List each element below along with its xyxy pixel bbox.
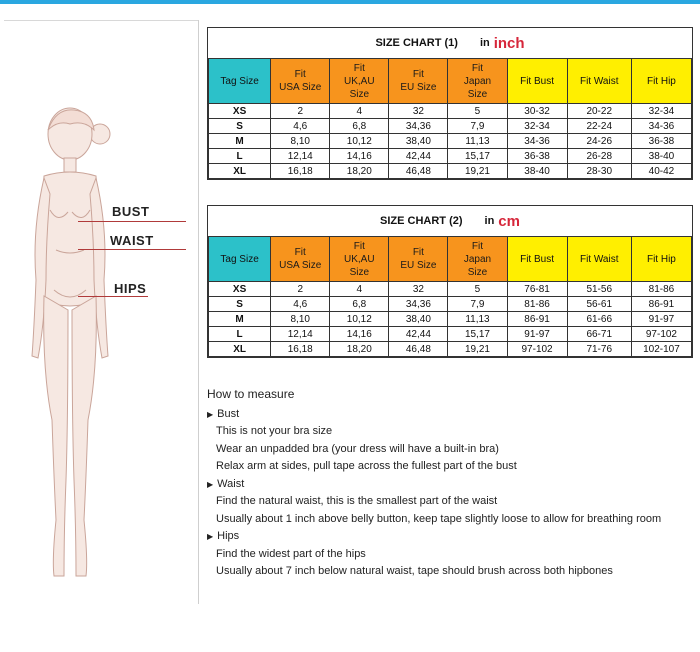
table-row bbox=[209, 119, 692, 134]
header-fit-waist: Fit Waist bbox=[567, 237, 631, 282]
cell-hip: 32-34 bbox=[631, 104, 691, 119]
header-uk-size bbox=[330, 59, 389, 104]
bullet-triangle-icon: ▶ bbox=[207, 409, 214, 419]
cell-japan: 7,9 bbox=[448, 119, 507, 134]
table-row bbox=[209, 164, 692, 179]
section-title: Waist bbox=[217, 477, 245, 490]
body-figure-illustration bbox=[6, 90, 196, 600]
waist-indicator-line bbox=[78, 249, 186, 250]
cell-japan: 11,13 bbox=[448, 134, 507, 149]
cell-waist: 28-30 bbox=[567, 164, 631, 179]
cell-hip: 97-102 bbox=[631, 327, 691, 342]
table-row bbox=[209, 134, 692, 149]
cell-usa: 2 bbox=[271, 104, 330, 119]
chart-unit-prefix: in bbox=[479, 37, 490, 49]
cell-tag-size: S bbox=[209, 297, 271, 312]
cell-waist: 51-56 bbox=[567, 282, 631, 297]
header-fit-waist: Fit Waist bbox=[567, 59, 631, 104]
header-line: Japan bbox=[463, 253, 492, 265]
cell-eu: 38,40 bbox=[389, 134, 448, 149]
table-row bbox=[209, 104, 692, 119]
size-table bbox=[208, 58, 692, 179]
cell-eu: 46,48 bbox=[389, 342, 448, 357]
cell-usa: 12,14 bbox=[271, 327, 330, 342]
cell-uk: 14,16 bbox=[330, 327, 389, 342]
cell-hip: 40-42 bbox=[631, 164, 691, 179]
cell-uk: 6,8 bbox=[330, 297, 389, 312]
header-tag-size: Tag Size bbox=[209, 237, 271, 282]
cell-hip: 34-36 bbox=[631, 119, 691, 134]
header-line: Fit bbox=[471, 240, 484, 252]
cell-hip: 91-97 bbox=[631, 312, 691, 327]
cell-tag-size: XS bbox=[209, 282, 271, 297]
bullet-triangle-icon: ▶ bbox=[207, 479, 214, 489]
bullet-triangle-icon: ▶ bbox=[207, 532, 214, 541]
cell-uk: 18,20 bbox=[330, 342, 389, 357]
column-divider bbox=[198, 20, 199, 604]
cell-japan: 5 bbox=[448, 282, 507, 297]
header-line: Fit bbox=[353, 62, 365, 74]
cell-eu: 32 bbox=[389, 282, 448, 297]
cell-usa: 16,18 bbox=[271, 342, 330, 357]
header-line: Fit bbox=[412, 69, 424, 80]
instruction-line: This is not your bra size bbox=[216, 425, 333, 437]
cell-tag-size: M bbox=[209, 134, 271, 149]
header-line: EU Size bbox=[400, 260, 437, 271]
chart-title-row bbox=[208, 28, 692, 58]
header-row bbox=[209, 59, 692, 104]
cell-usa: 8,10 bbox=[271, 312, 330, 327]
instruction-line: Relax arm at sides, pull tape across the fullest part of the bust bbox=[216, 460, 517, 472]
header-row bbox=[209, 237, 692, 282]
size-chart-cm bbox=[207, 205, 693, 358]
header-fit-bust: Fit Bust bbox=[507, 59, 567, 104]
header-line: Size bbox=[349, 88, 370, 100]
hips-label: HIPS bbox=[114, 281, 147, 296]
cell-uk: 4 bbox=[330, 104, 389, 119]
cell-eu: 34,36 bbox=[389, 119, 448, 134]
chart-unit: cm bbox=[498, 212, 520, 230]
header-eu-size bbox=[389, 237, 448, 282]
how-to-measure-heading: How to measure bbox=[207, 387, 295, 401]
cell-eu: 42,44 bbox=[389, 149, 448, 164]
cell-bust: 36-38 bbox=[507, 149, 567, 164]
header-line: USA Size bbox=[279, 260, 322, 271]
table-row bbox=[209, 149, 692, 164]
header-fit-hip: Fit Hip bbox=[631, 59, 691, 104]
header-line: Fit bbox=[353, 240, 365, 252]
cell-bust: 34-36 bbox=[507, 134, 567, 149]
header-line: Fit bbox=[471, 62, 484, 74]
cell-uk: 18,20 bbox=[330, 164, 389, 179]
header-eu-size bbox=[389, 59, 448, 104]
cell-uk: 4 bbox=[330, 282, 389, 297]
body-figure-drawing bbox=[6, 90, 196, 600]
header-line: Japan bbox=[463, 75, 492, 87]
cell-tag-size: XL bbox=[209, 164, 271, 179]
cell-eu: 46,48 bbox=[389, 164, 448, 179]
instruction-line: Find the widest part of the hips bbox=[216, 547, 366, 560]
cell-hip: 102-107 bbox=[631, 342, 691, 357]
header-line: Fit bbox=[412, 247, 424, 258]
cell-bust: 91-97 bbox=[507, 327, 567, 342]
table-row bbox=[209, 327, 692, 342]
size-chart-inch bbox=[207, 27, 693, 180]
cell-usa: 16,18 bbox=[271, 164, 330, 179]
cell-bust: 30-32 bbox=[507, 104, 567, 119]
cell-usa: 8,10 bbox=[271, 134, 330, 149]
header-usa-size bbox=[271, 237, 330, 282]
cell-bust: 32-34 bbox=[507, 119, 567, 134]
figure-top-divider bbox=[4, 20, 198, 21]
instruction-line: Wear an unpadded bra (your dress will have a built-in bra) bbox=[216, 442, 499, 455]
header-line: UK,AU bbox=[344, 75, 375, 87]
chart-title: SIZE CHART (2) bbox=[380, 215, 463, 227]
header-uk-size bbox=[330, 237, 389, 282]
cell-japan: 19,21 bbox=[448, 342, 507, 357]
cell-waist: 26-28 bbox=[567, 149, 631, 164]
hips-indicator-line bbox=[78, 296, 148, 297]
cell-bust: 38-40 bbox=[507, 164, 567, 179]
cell-bust: 81-86 bbox=[507, 297, 567, 312]
top-accent-bar bbox=[0, 0, 700, 4]
cell-waist: 20-22 bbox=[567, 104, 631, 119]
cell-bust: 76-81 bbox=[507, 282, 567, 297]
cell-usa: 2 bbox=[271, 282, 330, 297]
chart-unit-prefix: in bbox=[484, 215, 495, 227]
cell-japan: 15,17 bbox=[448, 149, 507, 164]
cell-japan: 19,21 bbox=[448, 164, 507, 179]
cell-tag-size: L bbox=[209, 149, 271, 164]
header-usa-size bbox=[271, 59, 330, 104]
cell-usa: 4,6 bbox=[271, 119, 330, 134]
table-row bbox=[209, 282, 692, 297]
cell-waist: 61-66 bbox=[567, 312, 631, 327]
chart-title-row bbox=[208, 206, 692, 236]
instruction-line: Usually about 7 inch below natural waist, tape should brush across both hipbones bbox=[216, 565, 613, 577]
cell-tag-size: S bbox=[209, 119, 271, 134]
cell-usa: 12,14 bbox=[271, 149, 330, 164]
table-row bbox=[209, 297, 692, 312]
cell-eu: 32 bbox=[389, 104, 448, 119]
instruction-line: Find the natural waist, this is the smallest part of the waist bbox=[216, 495, 498, 507]
cell-bust: 86-91 bbox=[507, 312, 567, 327]
instruction-line: Usually about 1 inch above belly button, keep tape slightly loose to allow for breathing room bbox=[216, 512, 662, 525]
bust-section-title bbox=[207, 406, 699, 424]
cell-usa: 4,6 bbox=[271, 297, 330, 312]
header-line: Size bbox=[349, 266, 370, 278]
cell-hip: 86-91 bbox=[631, 297, 691, 312]
cell-eu: 42,44 bbox=[389, 327, 448, 342]
size-table bbox=[208, 236, 692, 357]
header-japan-size bbox=[448, 237, 507, 282]
cell-eu: 34,36 bbox=[389, 297, 448, 312]
how-to-measure-section bbox=[207, 386, 699, 581]
header-fit-hip: Fit Hip bbox=[631, 237, 691, 282]
header-line: USA Size bbox=[279, 82, 322, 93]
cell-tag-size: L bbox=[209, 327, 271, 342]
waist-label: WAIST bbox=[110, 233, 154, 248]
cell-uk: 6,8 bbox=[330, 119, 389, 134]
header-line: EU Size bbox=[400, 82, 437, 93]
cell-uk: 10,12 bbox=[330, 134, 389, 149]
cell-waist: 56-61 bbox=[567, 297, 631, 312]
header-line: Size bbox=[467, 266, 488, 278]
cell-japan: 15,17 bbox=[448, 327, 507, 342]
cell-bust: 97-102 bbox=[507, 342, 567, 357]
cell-japan: 5 bbox=[448, 104, 507, 119]
header-line: Size bbox=[467, 88, 488, 100]
cell-tag-size: XL bbox=[209, 342, 271, 357]
header-line: Fit bbox=[294, 69, 306, 80]
cell-hip: 36-38 bbox=[631, 134, 691, 149]
cell-tag-size: XS bbox=[209, 104, 271, 119]
header-japan-size bbox=[448, 59, 507, 104]
table-row bbox=[209, 312, 692, 327]
header-line: UK,AU bbox=[344, 253, 375, 265]
cell-hip: 38-40 bbox=[631, 149, 691, 164]
cell-japan: 7,9 bbox=[448, 297, 507, 312]
header-line: Fit bbox=[294, 247, 306, 258]
section-title: Hips bbox=[217, 530, 240, 542]
cell-hip: 81-86 bbox=[631, 282, 691, 297]
cell-waist: 24-26 bbox=[567, 134, 631, 149]
table-row bbox=[209, 342, 692, 357]
chart-unit: inch bbox=[493, 34, 525, 52]
header-fit-bust: Fit Bust bbox=[507, 237, 567, 282]
waist-section-title bbox=[207, 476, 699, 494]
header-tag-size: Tag Size bbox=[209, 59, 271, 104]
bust-indicator-line bbox=[78, 221, 186, 222]
bust-label: BUST bbox=[112, 204, 150, 219]
cell-tag-size: M bbox=[209, 312, 271, 327]
cell-waist: 71-76 bbox=[567, 342, 631, 357]
chart-title: SIZE CHART (1) bbox=[375, 37, 458, 49]
hips-section-title bbox=[207, 528, 699, 546]
cell-waist: 22-24 bbox=[567, 119, 631, 134]
cell-uk: 10,12 bbox=[330, 312, 389, 327]
cell-uk: 14,16 bbox=[330, 149, 389, 164]
cell-japan: 11,13 bbox=[448, 312, 507, 327]
cell-eu: 38,40 bbox=[389, 312, 448, 327]
cell-waist: 66-71 bbox=[567, 327, 631, 342]
section-title: Bust bbox=[217, 407, 240, 420]
